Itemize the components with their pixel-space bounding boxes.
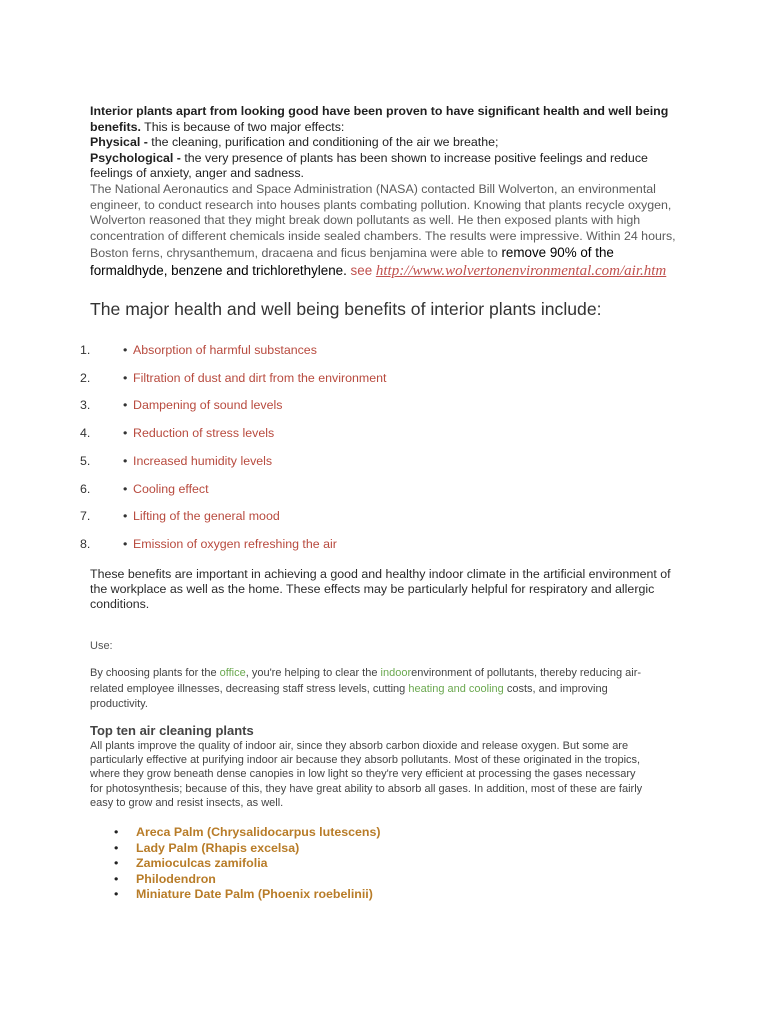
benefit-text: Lifting of the general mood (133, 509, 280, 524)
bullet-icon: • (114, 856, 119, 871)
plant-name: Zamioculcas zamifolia (136, 856, 268, 871)
physical-label: Physical - (90, 135, 148, 150)
choose-paragraph (90, 666, 650, 713)
plant-name: Miniature Date Palm (Phoenix roebelinii) (136, 887, 373, 902)
psychological-line (90, 151, 690, 182)
list-number: 4. (80, 426, 91, 441)
plant-name: Lady Palm (Rhapis excelsa) (136, 840, 300, 855)
intro-lead (90, 104, 690, 135)
list-number: 1. (80, 343, 91, 357)
choose-text-3: environment of pollutants, thereby reducing air-related employee illnesses, decreasing staff stress levels, cutting (90, 667, 642, 695)
bullet-icon: • (123, 453, 128, 468)
bullet-icon: • (123, 481, 128, 496)
bullet-icon: • (123, 370, 128, 385)
bullet-icon: • (123, 343, 128, 357)
psychological-label: Psychological - (90, 150, 181, 165)
remove-text: remove 90% of the formaldhyde, benzene and trichlorethylene. (90, 245, 614, 279)
benefit-text: Reduction of stress levels (133, 426, 275, 441)
use-label: Use: (90, 640, 113, 652)
list-item (90, 825, 650, 841)
nasa-paragraph (90, 182, 690, 280)
benefit-text: Filtration of dust and dirt from the environment (133, 370, 387, 385)
top-ten-heading: Top ten air cleaning plants (90, 723, 254, 738)
office-link[interactable]: office (219, 667, 246, 679)
choose-text-4: costs, and improving productivity. (90, 682, 608, 710)
benefits-heading: The major health and well being benefits of interior plants include: (90, 299, 602, 319)
bullet-icon: • (123, 398, 128, 413)
heating-cooling-link[interactable]: heating and cooling (408, 682, 504, 695)
wolverton-link[interactable]: http://www.wolvertonenvironmental.com/air.htm (375, 263, 667, 280)
psychological-text: the very presence of plants has been shown to increase positive feelings and reduce feelings of anxiety, anger and sadness. (90, 150, 648, 181)
list-number: 3. (80, 398, 91, 413)
plant-name: Areca Palm (Chrysalidocarpus lutescens) (136, 825, 381, 839)
plants-list (90, 825, 650, 903)
choose-text-1: By choosing plants for the (90, 667, 220, 679)
list-number: 5. (80, 453, 91, 468)
plant-name: Philodendron (136, 871, 216, 886)
list-number: 8. (80, 536, 91, 551)
bullet-icon: • (114, 840, 119, 855)
all-plants-paragraph: All plants improve the quality of indoor air, since they absorb carbon dioxide and release oxygen. But some are particularly effective at purifying indoor air because they absorb pollutants. Most of these originated in the tropics, where they grow beneath dense canopies in low light so they're very efficient at processing the gases necessary for photosynthesis; because of this, they have great ability to absorb all gases. In addition, most of these are fairly easy to grow and resist insects, as well. (90, 740, 643, 809)
physical-line (90, 135, 690, 151)
benefit-text: Dampening of sound levels (133, 398, 283, 413)
summary-paragraph: These benefits are important in achieving a good and healthy indoor climate in the artificial environment of the workplace as well as the home. These effects may be particularly helpful for respiratory and allergic conditions. (90, 567, 671, 612)
benefit-text: Cooling effect (133, 481, 209, 496)
choose-text-2: , you're helping to clear the (245, 667, 381, 679)
list-item (90, 887, 650, 903)
bullet-icon: • (114, 825, 119, 839)
list-item (90, 872, 650, 888)
nasa-text: The National Aeronautics and Space Administration (NASA) contacted Bill Wolverton, an environmental engineer, to conduct research into houses plants combating pollution. Knowing that plants recycle oxygen, Wolverton reasoned that they might break down pollutants as well. He then exposed plants with high concentration of different chemicals inside sealed chambers. The results were impressive. Within 24 hours, Boston ferns, chrysanthemum, dracaena and ficus benjamina were able to (90, 181, 676, 261)
intro-bold-lead: Interior plants apart from looking good have been proven to have significant health and well being benefits. (90, 104, 669, 134)
intro-section (90, 104, 690, 280)
bullet-icon: • (123, 536, 128, 551)
benefit-text: Increased humidity levels (133, 453, 273, 468)
list-number: 7. (80, 509, 91, 524)
indoor-link[interactable]: indoor (380, 667, 412, 679)
list-item (90, 856, 650, 872)
list-number: 6. (80, 481, 91, 496)
benefit-text: Emission of oxygen refreshing the air (133, 536, 337, 551)
physical-text: the cleaning, purification and conditioning of the air we breathe; (147, 135, 499, 150)
list-number: 2. (80, 370, 91, 385)
benefit-text: Absorption of harmful substances (133, 343, 317, 357)
bullet-icon: • (114, 887, 119, 902)
list-item (90, 841, 650, 857)
intro-lead-rest: This is because of two major effects: (140, 119, 345, 134)
bullet-icon: • (114, 871, 119, 886)
bullet-icon: • (123, 426, 128, 441)
see-text: see (346, 263, 376, 279)
bullet-icon: • (123, 509, 128, 524)
